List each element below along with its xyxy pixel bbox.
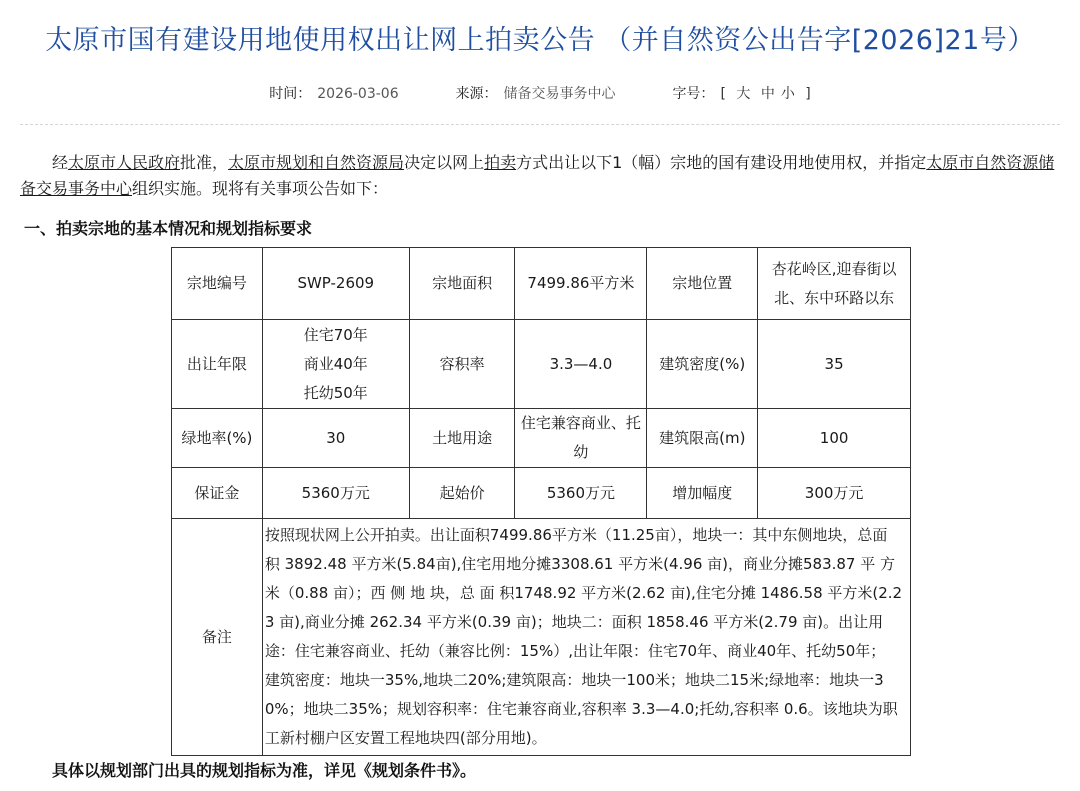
term-nursery: 托幼50年 — [303, 383, 368, 402]
footer-note: 具体以规划部门出具的规划指标为准，详见《规划条件书》。 — [52, 761, 477, 780]
cell-label: 建筑限高(m) — [647, 409, 758, 468]
link-auction[interactable]: 拍卖 — [484, 153, 517, 172]
font-size-small-button[interactable]: 小 — [780, 86, 795, 102]
meta-divider — [20, 124, 1060, 125]
remark-line: 工新村棚户区安置工程地块四(部分用地)。 — [264, 729, 547, 747]
bracket-close: ] — [805, 86, 811, 102]
table-row — [172, 519, 911, 756]
location-line-1: 杏花岭区,迎春街以 — [771, 259, 897, 278]
remark-line: 米（0.88 亩）；西 侧 地 块，总 面 积1748.92 平方米(2.62 亩),住宅分摊 1486.58 平方米(2.2 — [264, 584, 903, 602]
table-row — [172, 409, 911, 468]
land-use-line-2: 幼 — [573, 443, 589, 461]
land-use-line-1: 住宅兼容商业、托 — [520, 414, 641, 432]
cell-label: 绿地率(%) — [172, 409, 263, 468]
cell-label: 宗地位置 — [647, 248, 758, 320]
cell-value: SWP-2609 — [262, 248, 409, 320]
intro-text-3: 决定以网上 — [404, 153, 485, 172]
cell-label: 保证金 — [172, 468, 263, 519]
link-taiyuan-government[interactable]: 太原市人民政府 — [68, 153, 181, 172]
term-residential: 住宅70年 — [303, 325, 368, 344]
cell-value — [758, 248, 911, 320]
remark-line: 按照现状网上公开拍卖。出让面积7499.86平方米（11.25亩），地块一：其中东侧地块，总面 — [264, 526, 888, 544]
location-line-2: 北、东中环路以东 — [774, 288, 895, 307]
remark-line: 积 3892.48 平方米(5.84亩),住宅用地分摊3308.61 平方米(4.96 亩)，商业分摊583.87 平 方 — [264, 555, 896, 573]
table-row — [172, 320, 911, 409]
font-size-label: 字号： — [672, 86, 715, 102]
cell-label: 备注 — [172, 519, 263, 756]
bracket-open: [ — [720, 86, 726, 102]
table-row — [172, 248, 911, 320]
cell-label: 容积率 — [409, 320, 515, 409]
article-meta — [0, 83, 1080, 103]
cell-value: 35 — [758, 320, 911, 409]
intro-text-1: 经 — [52, 153, 69, 172]
intro-text-4: 方式出让以下1（幅）宗地的国有建设用地使用权，并指定 — [516, 153, 927, 172]
cell-label: 土地用途 — [409, 409, 515, 468]
cell-label: 建筑密度(%) — [647, 320, 758, 409]
source-label: 来源： — [455, 86, 498, 102]
cell-value: 300万元 — [758, 468, 911, 519]
cell-value: 30 — [262, 409, 409, 468]
source-value: 储备交易事务中心 — [503, 86, 616, 102]
link-planning-bureau[interactable]: 太原市规划和自然资源局 — [228, 153, 405, 172]
table-row — [172, 468, 911, 519]
remark-line: 途：住宅兼容商业、托幼（兼容比例：15%）,出让年限：住宅70年、商业40年、托幼50年； — [264, 642, 886, 660]
cell-value: 5360万元 — [262, 468, 409, 519]
time-label: 时间： — [269, 86, 312, 102]
cell-value — [515, 409, 647, 468]
remark-cell — [262, 519, 910, 756]
cell-value: 5360万元 — [515, 468, 647, 519]
land-info-table — [171, 247, 911, 756]
intro-text-2: 批准， — [180, 153, 229, 172]
remark-line: 建筑密度：地块一35%,地块二20%;建筑限高：地块一100米；地块二15米;绿地率：地块一3 — [264, 671, 884, 689]
section-heading: 一、拍卖宗地的基本情况和规划指标要求 — [24, 219, 313, 238]
cell-label: 出让年限 — [172, 320, 263, 409]
cell-label: 宗地面积 — [409, 248, 515, 320]
cell-value: 100 — [758, 409, 911, 468]
intro-text-5: 组织实施。现将有关事项公告如下： — [132, 179, 389, 198]
term-commercial: 商业40年 — [303, 354, 368, 373]
cell-value: 3.3—4.0 — [515, 320, 647, 409]
publish-date: 2026-03-06 — [317, 86, 399, 102]
cell-value: 7499.86平方米 — [515, 248, 647, 320]
font-size-large-button[interactable]: 大 — [736, 86, 751, 102]
link-trading-center[interactable]: 太原市自然资源储备交易事务中心 — [20, 153, 1055, 198]
cell-value — [262, 320, 409, 409]
cell-label: 起始价 — [409, 468, 515, 519]
remark-line: 0%；地块二35%；规划容积率：住宅兼容商业,容积率 3.3—4.0;托幼,容积率 0.6。该地块为职 — [264, 700, 898, 718]
font-size-medium-button[interactable]: 中 — [760, 86, 775, 102]
cell-label: 宗地编号 — [172, 248, 263, 320]
page-title: 太原市国有建设用地使用权出让网上拍卖公告 （并自然资公出告字[2026]21号） — [45, 25, 1035, 56]
intro-paragraph — [20, 150, 1060, 202]
remark-line: 3 亩),商业分摊 262.34 平方米(0.39 亩)；地块二：面积 1858.46 平方米(2.79 亩)。出让用 — [264, 613, 884, 631]
cell-label: 增加幅度 — [647, 468, 758, 519]
